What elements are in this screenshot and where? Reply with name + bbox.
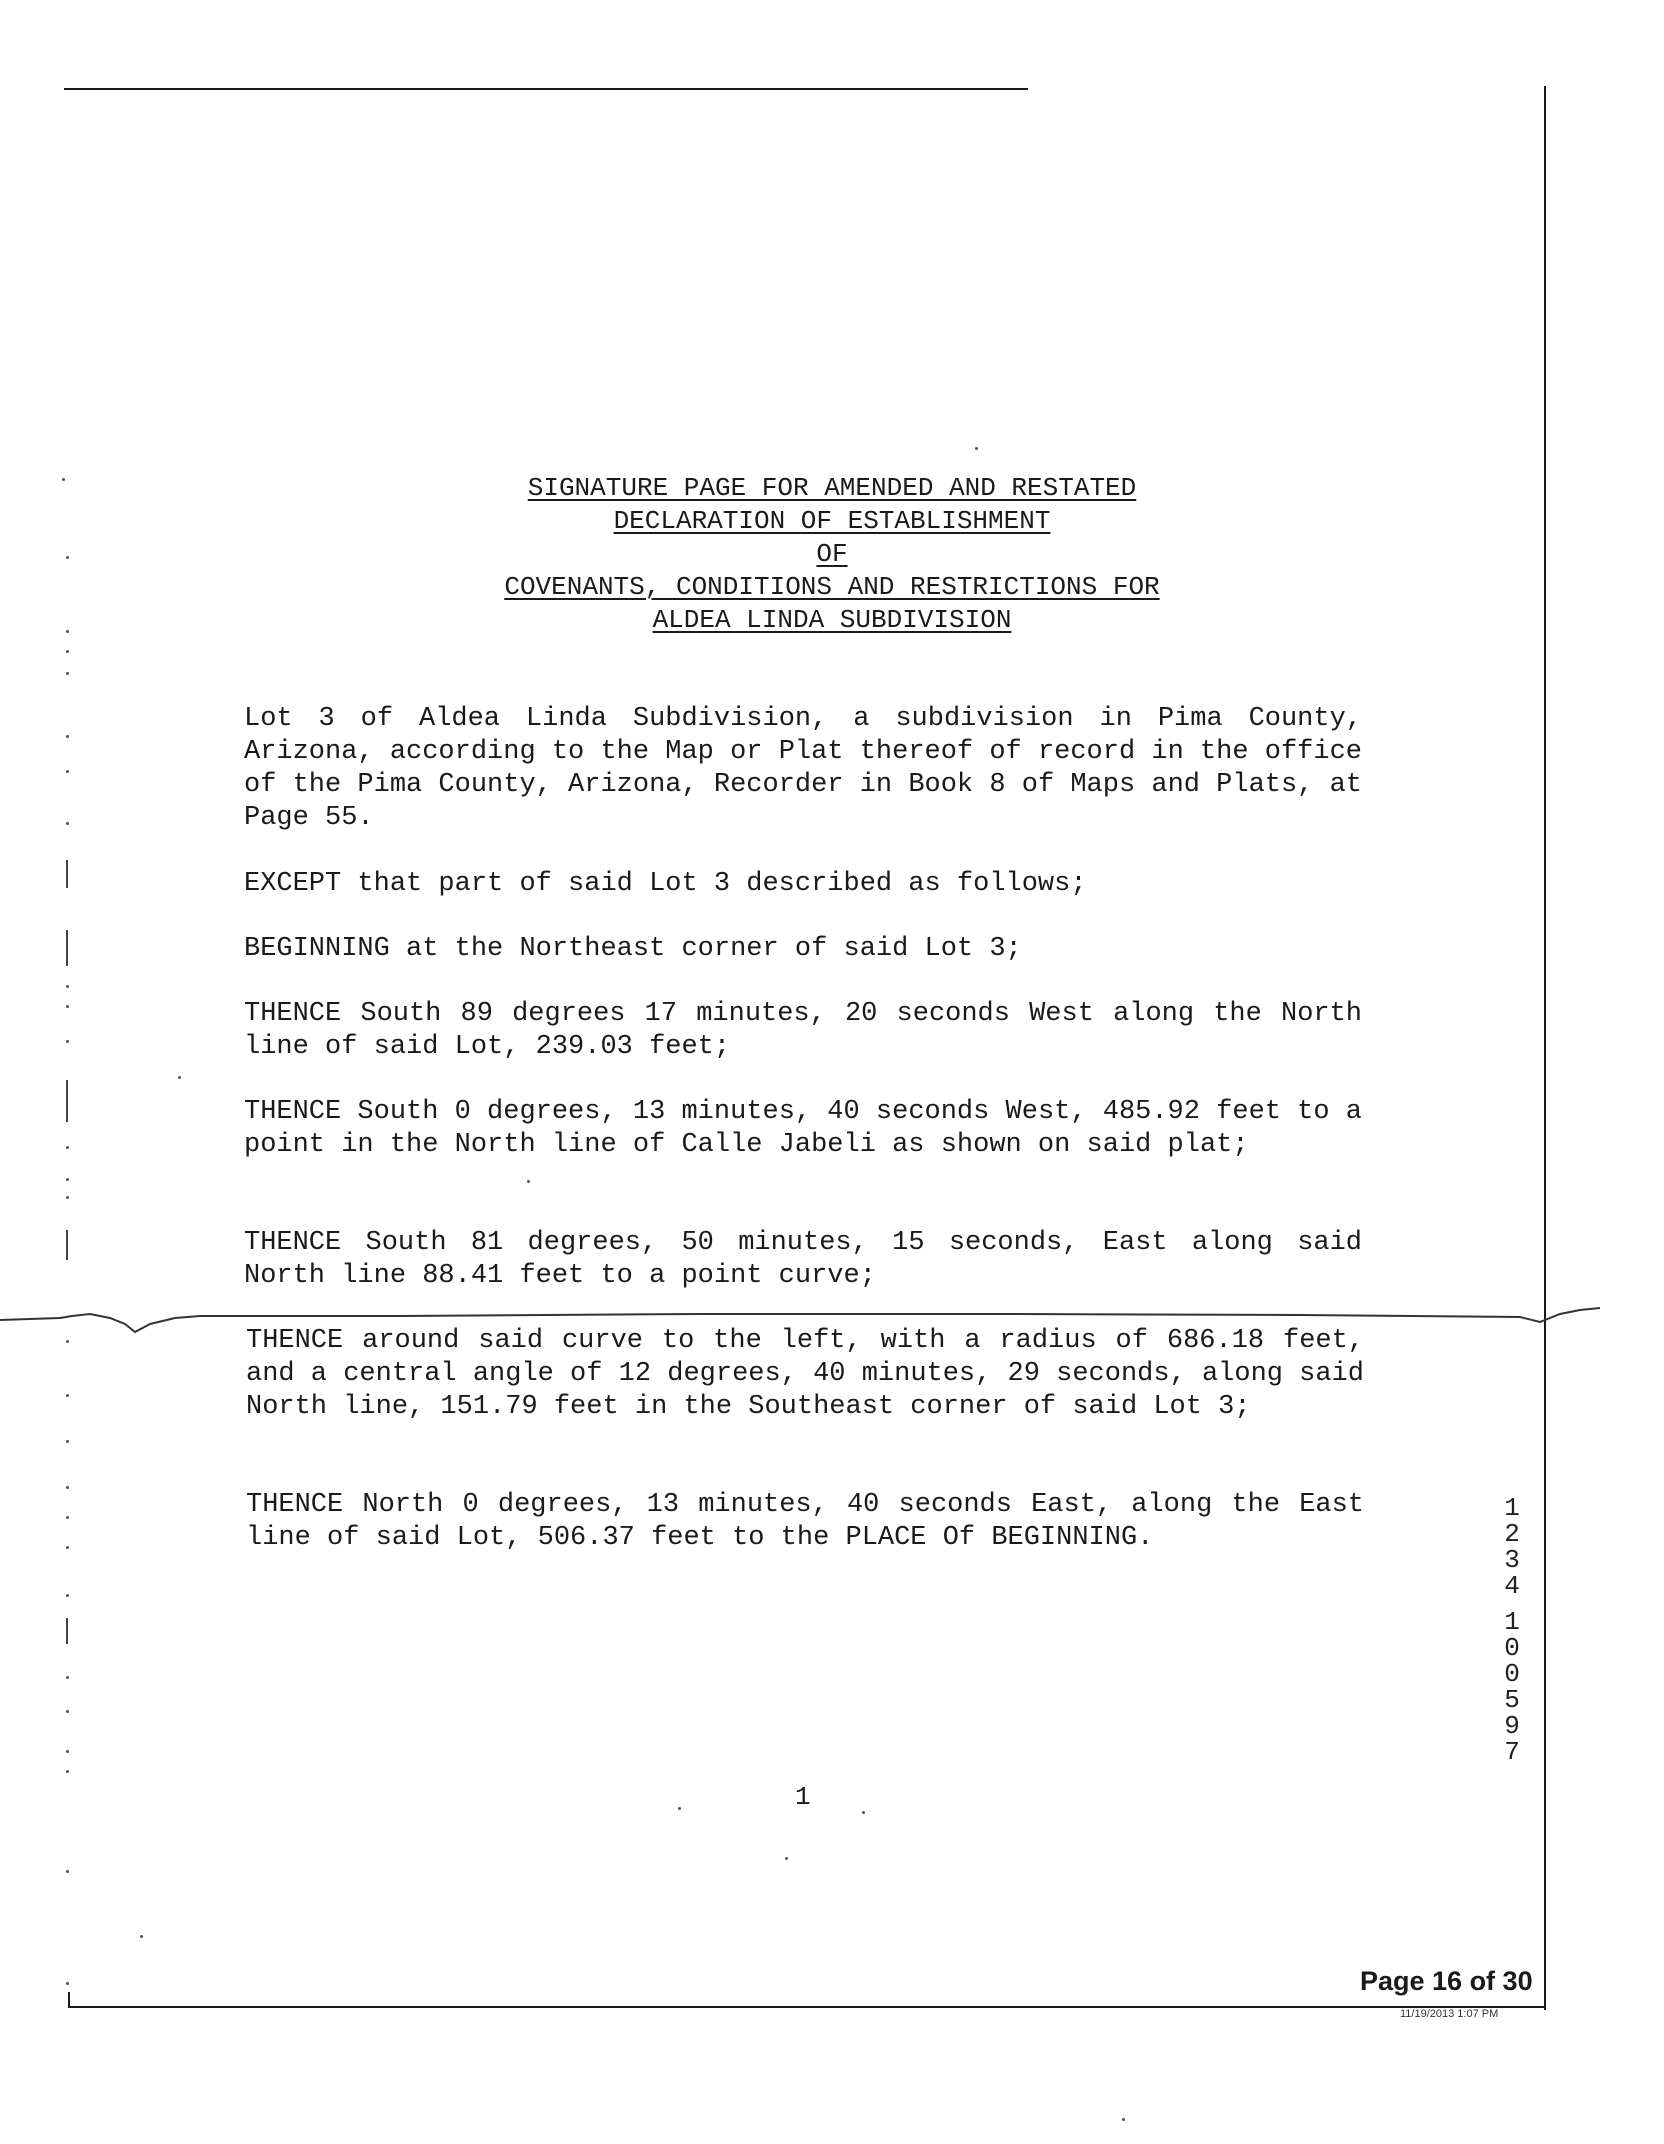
legal-paragraph-lot: Lot 3 of Aldea Linda Subdivision, a subdivision in Pima County, Arizona, according to the Map or Plat thereof of record in the office of the Pima County, Arizona, Recorder in Book 8 of Maps and Plats, at Page 55. — [244, 704, 1362, 833]
recording-digit: 3 — [1504, 1545, 1520, 1575]
heading-line-2: DECLARATION OF ESTABLISHMENT — [613, 506, 1051, 536]
legal-paragraph-thence-4: THENCE around said curve to the left, with a radius of 686.18 feet, and a central angle of 12 degrees, 40 minutes, 29 seconds, along said North line, 151.79 feet in the Southeast corner of said Lot 3; — [246, 1326, 1364, 1422]
bottom-left-tick — [68, 1992, 70, 2007]
recording-digit: 0 — [1504, 1633, 1520, 1663]
legal-paragraph-thence-1: THENCE South 89 degrees 17 minutes, 20 seconds West along the North line of said Lot, 239.03 feet; — [244, 999, 1362, 1062]
legal-paragraph-thence-3: THENCE South 81 degrees, 50 minutes, 15 seconds, East along said North line 88.41 feet to a point curve; — [244, 1228, 1362, 1291]
recording-digit: 4 — [1504, 1571, 1520, 1601]
top-rule — [64, 88, 1028, 90]
recording-digit: 0 — [1504, 1659, 1520, 1689]
timestamp: 11/19/2013 1:07 PM — [1400, 2008, 1499, 2020]
bottom-rule — [68, 2006, 1546, 2008]
recording-number-stamp — [1500, 1495, 1524, 1765]
recording-digit: 7 — [1504, 1737, 1520, 1767]
recording-digit: 2 — [1504, 1519, 1520, 1549]
legal-paragraph-beginning: BEGINNING at the Northeast corner of said Lot 3; — [244, 934, 1022, 964]
legal-paragraph-thence-5: THENCE North 0 degrees, 13 minutes, 40 seconds East, along the East line of said Lot, 506.37 feet to the PLACE Of BEGINNING. — [246, 1490, 1364, 1553]
legal-paragraph-thence-2: THENCE South 0 degrees, 13 minutes, 40 seconds West, 485.92 feet to a point in the North line of Calle Jabeli as shown on said plat; — [244, 1097, 1362, 1160]
heading-line-4: COVENANTS, CONDITIONS AND RESTRICTIONS FOR — [504, 572, 1160, 602]
page-number: 1 — [795, 1782, 811, 1812]
recording-digit: 5 — [1504, 1685, 1520, 1715]
legal-paragraph-except: EXCEPT that part of said Lot 3 described as follows; — [244, 869, 1087, 899]
recording-digit: 1 — [1504, 1493, 1520, 1523]
recording-digit: 9 — [1504, 1711, 1520, 1741]
heading-line-1: SIGNATURE PAGE FOR AMENDED AND RESTATED — [527, 473, 1137, 503]
recording-digit: 1 — [1504, 1607, 1520, 1637]
heading-line-5: ALDEA LINDA SUBDIVISION — [652, 605, 1012, 635]
heading-line-3: OF — [816, 539, 848, 569]
right-border — [1544, 86, 1546, 2010]
page-of-total-label: Page 16 of 30 — [1360, 1966, 1533, 1996]
